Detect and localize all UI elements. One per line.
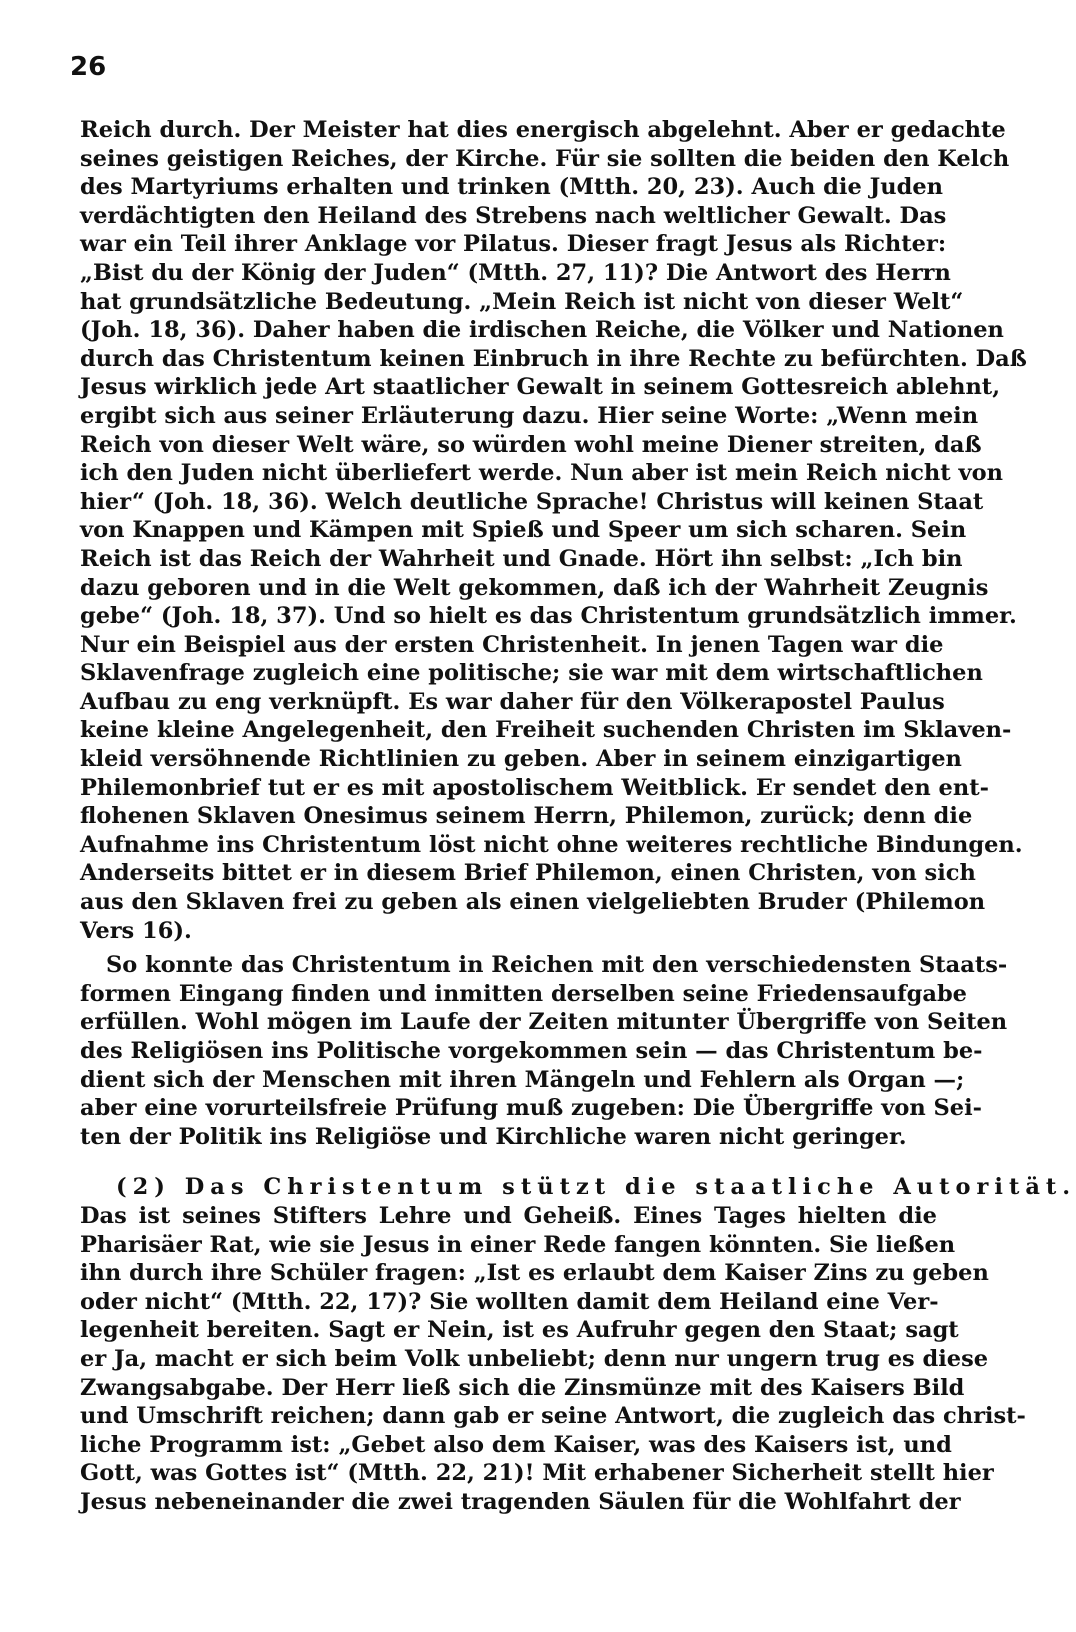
section-heading: (2) Das Christentum stützt die staatliche Autorität. xyxy=(116,1174,1076,1201)
paragraph-2 xyxy=(80,951,1008,1151)
text-line: seines geistigen Reiches, der Kirche. Für sie sollten die beiden den Kelch xyxy=(80,145,1010,172)
text-line: Jesus nebeneinander die zwei tragenden Säulen für die Wohlfahrt der xyxy=(80,1488,961,1515)
text-line: war ein Teil ihrer Anklage vor Pilatus. Dieser fragt Jesus als Richter: xyxy=(80,231,947,258)
text-line: des Martyriums erhalten und trinken (Mtth. 20, 23). Auch die Juden xyxy=(80,174,944,201)
text-line: ihn durch ihre Schüler fragen: „Ist es erlaubt dem Kaiser Zins zu geben xyxy=(80,1260,989,1287)
text-line: von Knappen und Kämpen mit Spieß und Speer um sich scharen. Sein xyxy=(80,517,967,544)
text-line: des Religiösen ins Politische vorgekommen sein — das Christentum be- xyxy=(80,1038,983,1064)
text-line: dient sich der Menschen mit ihren Mängeln und Fehlern als Organ —; xyxy=(80,1066,965,1093)
text-line: Sklavenfrage zugleich eine politische; sie war mit dem wirtschaftlichen xyxy=(80,660,983,687)
text-line: durch das Christentum keinen Einbruch in ihre Rechte zu befürchten. Daß xyxy=(80,345,1027,372)
text-line: aus den Sklaven frei zu geben als einen vielgeliebten Bruder (Philemon xyxy=(80,889,986,916)
text-line: dazu geboren und in die Welt gekommen, daß ich der Wahrheit Zeugnis xyxy=(80,574,989,601)
text-line: Aufnahme ins Christentum löst nicht ohne weiteres rechtliche Bindungen. xyxy=(80,831,1023,858)
text-line: Pharisäer Rat, wie sie Jesus in einer Rede fangen könnten. Sie ließen xyxy=(80,1231,956,1258)
text-line: Nur ein Beispiel aus der ersten Christenheit. In jenen Tagen war die xyxy=(80,631,944,658)
text-line: Zwangsabgabe. Der Herr ließ sich die Zinsmünze mit des Kaisers Bild xyxy=(80,1374,965,1401)
text-line: hier“ (Joh. 18, 36). Welch deutliche Sprache! Christus will keinen Staat xyxy=(80,488,984,515)
text-line: verdächtigten den Heiland des Strebens nach weltlicher Gewalt. Das xyxy=(80,202,947,229)
text-line: ich den Juden nicht überliefert werde. Nun aber ist mein Reich nicht von xyxy=(80,460,1003,487)
text-line: Philemonbrief tut er es mit apostolischem Weitblick. Er sendet den ent- xyxy=(80,774,989,801)
text-line: und Umschrift reichen; dann gab er seine Antwort, die zugleich das christ- xyxy=(80,1403,1026,1430)
text-line: keine kleine Angelegenheit, den Freiheit suchenden Christen im Sklaven- xyxy=(80,717,1012,744)
text-line: So konnte das Christentum in Reichen mit den verschiedensten Staats- xyxy=(106,952,1008,979)
text-line: „Bist du der König der Juden“ (Mtth. 27, 11)? Die Antwort des Herrn xyxy=(80,259,951,286)
text-line: gebe“ (Joh. 18, 37). Und so hielt es das Christentum grundsätzlich immer. xyxy=(80,603,1017,630)
text-line: Gott, was Gottes ist“ (Mtth. 22, 21)! Mit erhabener Sicherheit stellt hier xyxy=(80,1460,994,1487)
text-line: formen Eingang finden und inmitten derselben seine Friedensaufgabe xyxy=(80,980,967,1007)
text-line: kleid versöhnende Richtlinien zu geben. Aber in seinem einzigartigen xyxy=(80,746,962,773)
text-line: Das ist seines Stifters Lehre und Geheiß. Eines Tages hielten die xyxy=(80,1202,937,1229)
text-line: aber eine vorurteilsfreie Prüfung muß zugeben: Die Übergriffe von Sei- xyxy=(80,1095,982,1122)
text-line: ergibt sich aus seiner Erläuterung dazu. Hier seine Worte: „Wenn mein xyxy=(80,402,979,429)
text-line: Jesus wirklich jede Art staatlicher Gewalt in seinem Gottesreich ablehnt, xyxy=(80,374,1001,401)
text-line: Reich ist das Reich der Wahrheit und Gnade. Hört ihn selbst: „Ich bin xyxy=(80,545,963,572)
text-line: Vers 16). xyxy=(80,917,192,944)
text-line: oder nicht“ (Mtth. 22, 17)? Sie wollten damit dem Heiland eine Ver- xyxy=(80,1288,939,1315)
text-line: (Joh. 18, 36). Daher haben die irdischen Reiche, die Völker und Nationen xyxy=(80,317,1004,344)
page-body xyxy=(80,116,1076,1517)
text-line: hat grundsätzliche Bedeutung. „Mein Reich ist nicht von dieser Welt“ xyxy=(80,288,964,315)
text-line: liche Programm ist: „Gebet also dem Kaiser, was des Kaisers ist, und xyxy=(80,1431,952,1458)
text-line: erfüllen. Wohl mögen im Laufe der Zeiten mitunter Übergriffe von Seiten xyxy=(80,1009,1008,1036)
text-line: flohenen Sklaven Onesimus seinem Herrn, Philemon, zurück; denn die xyxy=(80,803,973,830)
text-line: Anderseits bittet er in diesem Brief Philemon, einen Christen, von sich xyxy=(80,860,976,887)
page-number: 26 xyxy=(70,52,107,82)
text-line: legenheit bereiten. Sagt er Nein, ist es Aufruhr gegen den Staat; sagt xyxy=(80,1317,959,1344)
text-line: er Ja, macht er sich beim Volk unbeliebt; denn nur ungern trug es diese xyxy=(80,1345,989,1372)
text-line: Reich von dieser Welt wäre, so würden wohl meine Diener streiten, daß xyxy=(80,431,982,458)
section-2 xyxy=(80,1173,1076,1516)
text-line: ten der Politik ins Religiöse und Kirchliche waren nicht geringer. xyxy=(80,1123,907,1150)
text-line: Aufbau zu eng verknüpft. Es war daher für den Völkerapostel Paulus xyxy=(80,688,945,715)
paragraph-1 xyxy=(80,116,1027,945)
text-line: Reich durch. Der Meister hat dies energisch abgelehnt. Aber er gedachte xyxy=(80,117,1006,143)
